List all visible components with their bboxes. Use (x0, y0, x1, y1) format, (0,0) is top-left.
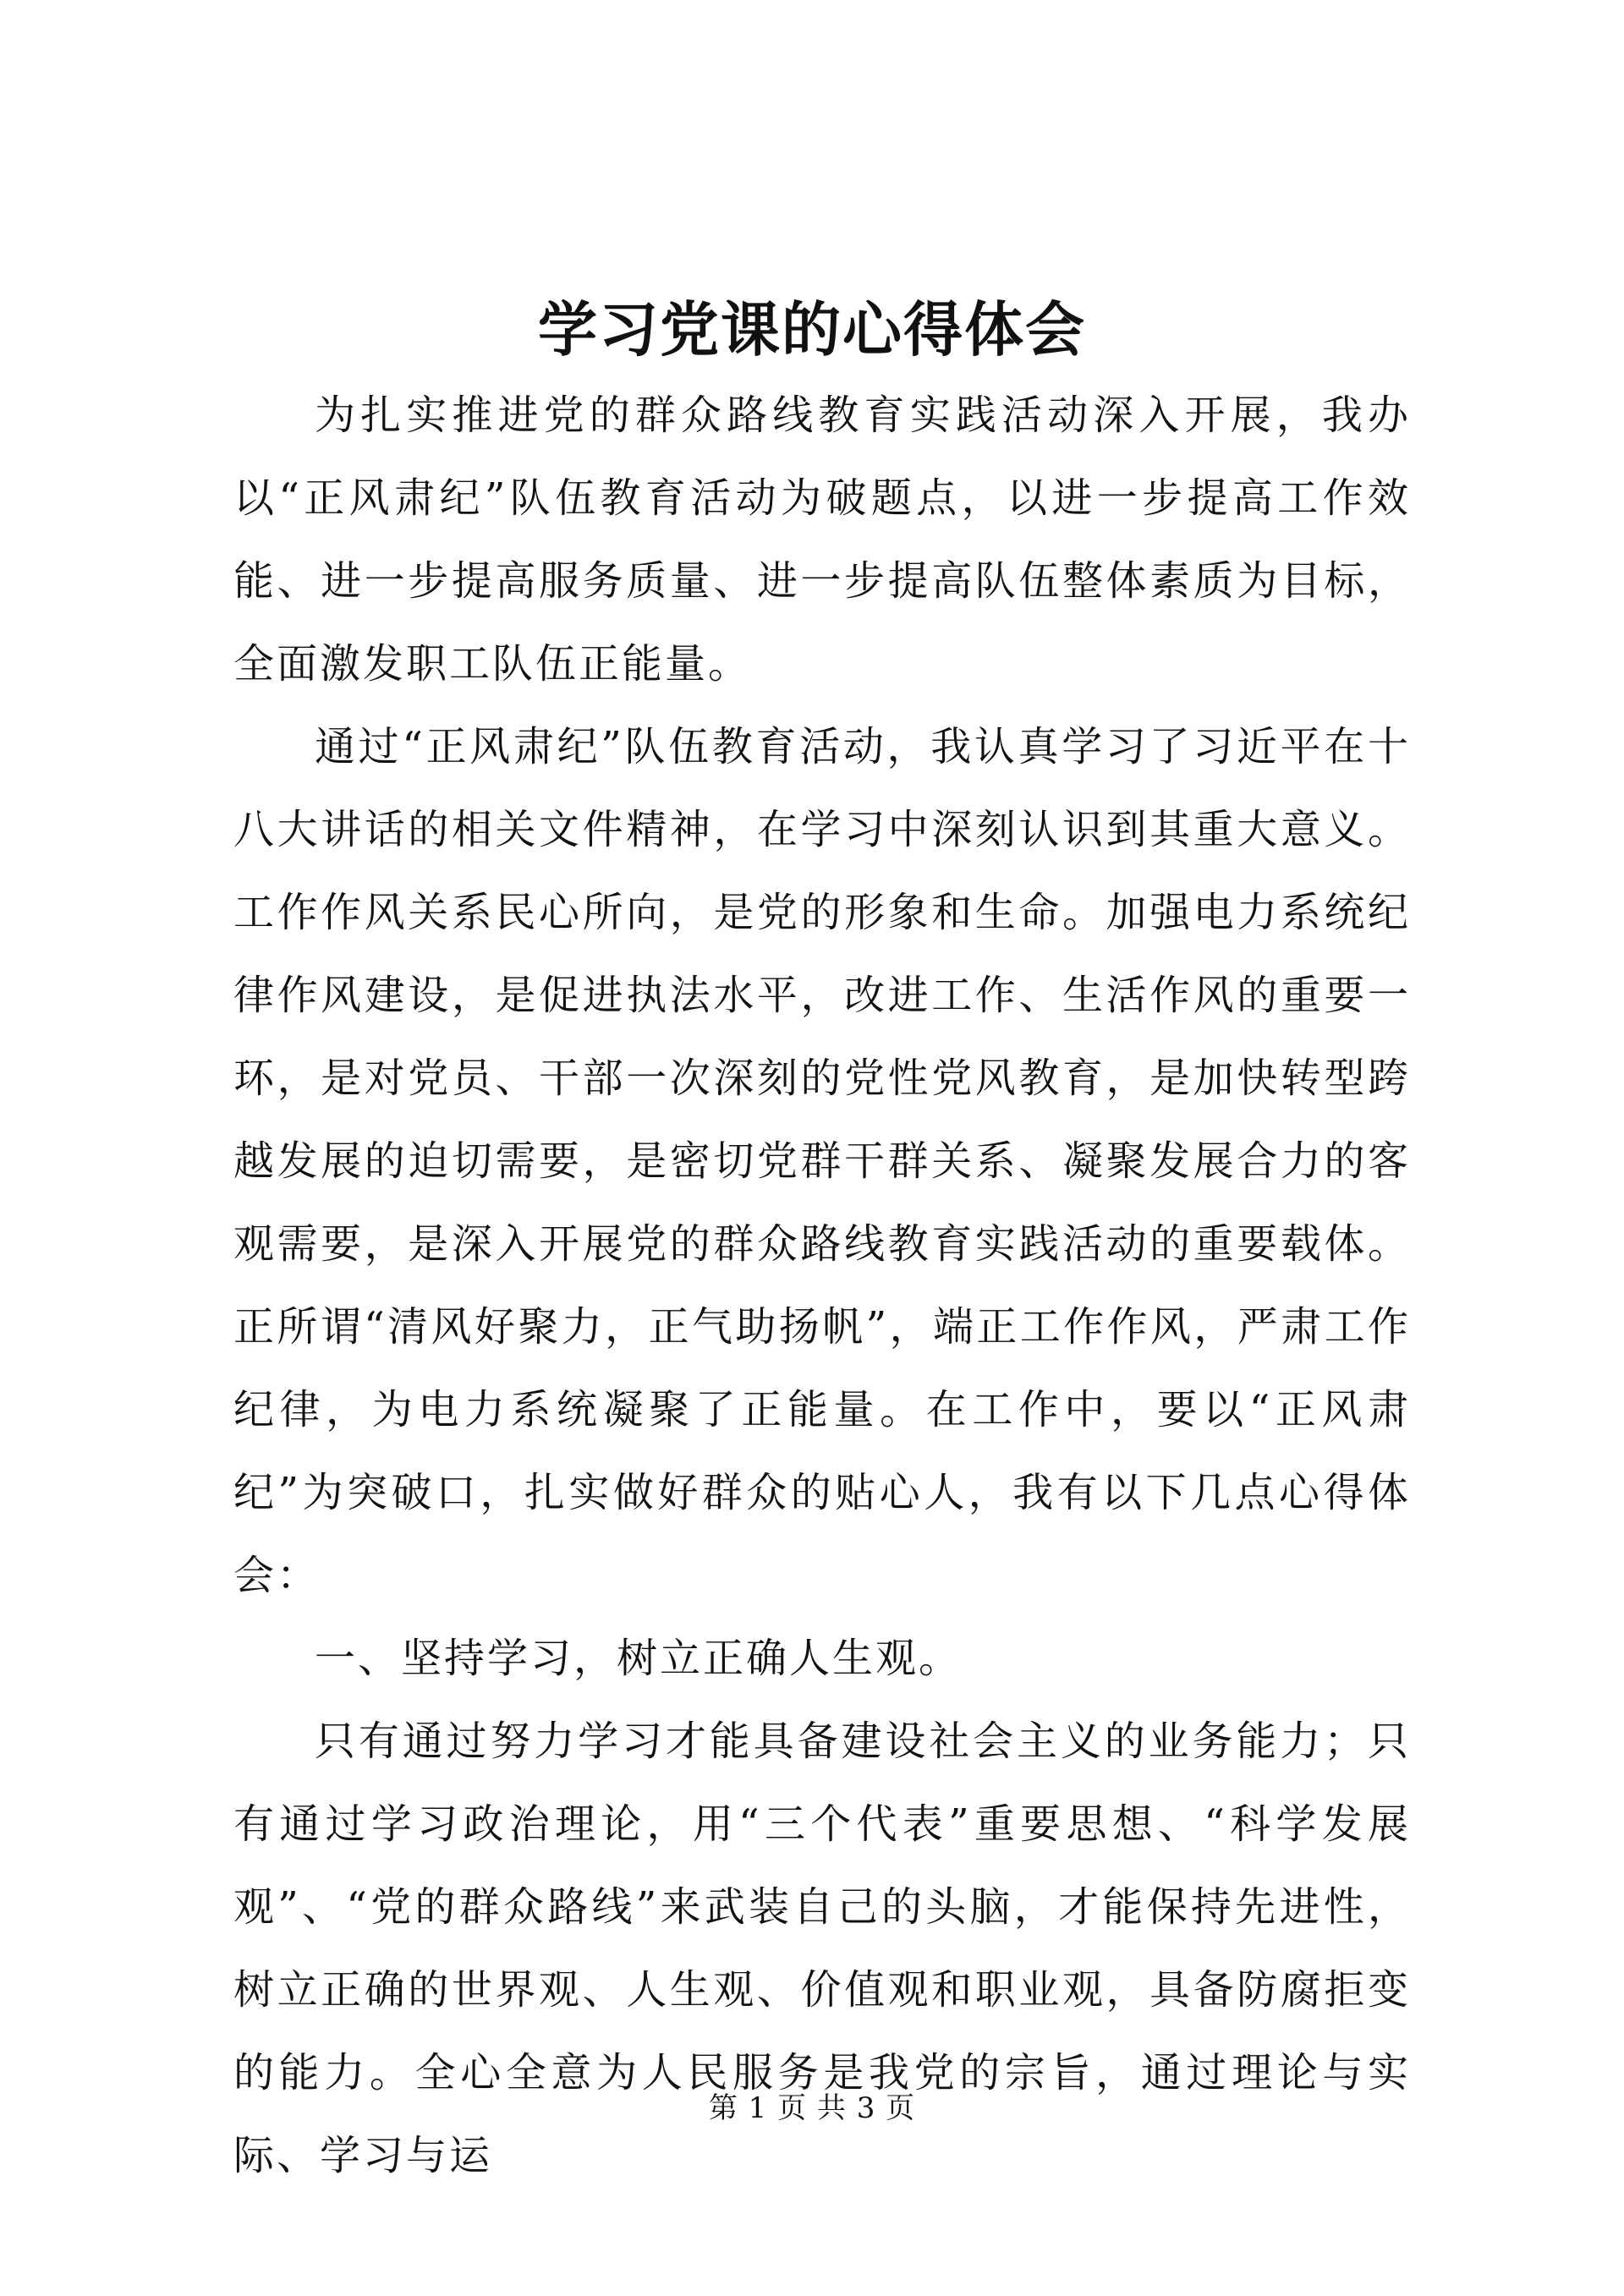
document-body (233, 374, 1411, 2197)
page-title: 学习党课的心得体会 (538, 294, 1086, 364)
section-heading-1: 一、坚持学习，树立正确人生观。 (315, 1635, 963, 1682)
paragraph-2: 通过“正风肃纪”队伍教育活动，我认真学习了习近平在十八大讲话的相关文件精神，在学习中深刻认识到其重大意义。工作作风关系民心所向，是党的形象和生命。加强电力系统纪律作风建设，是促进执法水平，改进工作、生活作风的重要一环，是对党员、干部一次深刻的党性党风教育，是加快转型跨越发展的迫切需要，是密切党群干群关系、凝聚发展合力的客观需要，是深入开展党的群众路线教育实践活动的重要载体。正所谓“清风好聚力，正气助扬帆”，端正工作作风，严肃工作纪律，为电力系统凝聚了正能量。在工作中，要以“正风肃纪”为突破口，扎实做好群众的贴心人，我有以下几点心得体会： (233, 723, 1411, 1599)
paragraph-1: 为扎实推进党的群众路线教育实践活动深入开展，我办以“正风肃纪”队伍教育活动为破题点，以进一步提高工作效能、进一步提高服务质量、进一步提高队伍整体素质为目标，全面激发职工队伍正能量。 (233, 392, 1411, 688)
page-number-footer: 第 1 页 共 3 页 (708, 2091, 916, 2125)
paragraph-3: 只有通过努力学习才能具备建设社会主义的业务能力；只有通过学习政治理论，用“三个代表”重要思想、“科学发展观”、“党的群众路线”来武装自己的头脑，才能保持先进性，树立正确的世界观、人生观、价值观和职业观，具备防腐拒变的能力。全心全意为人民服务是我党的宗旨，通过理论与实际、学习与运 (233, 1718, 1411, 2179)
